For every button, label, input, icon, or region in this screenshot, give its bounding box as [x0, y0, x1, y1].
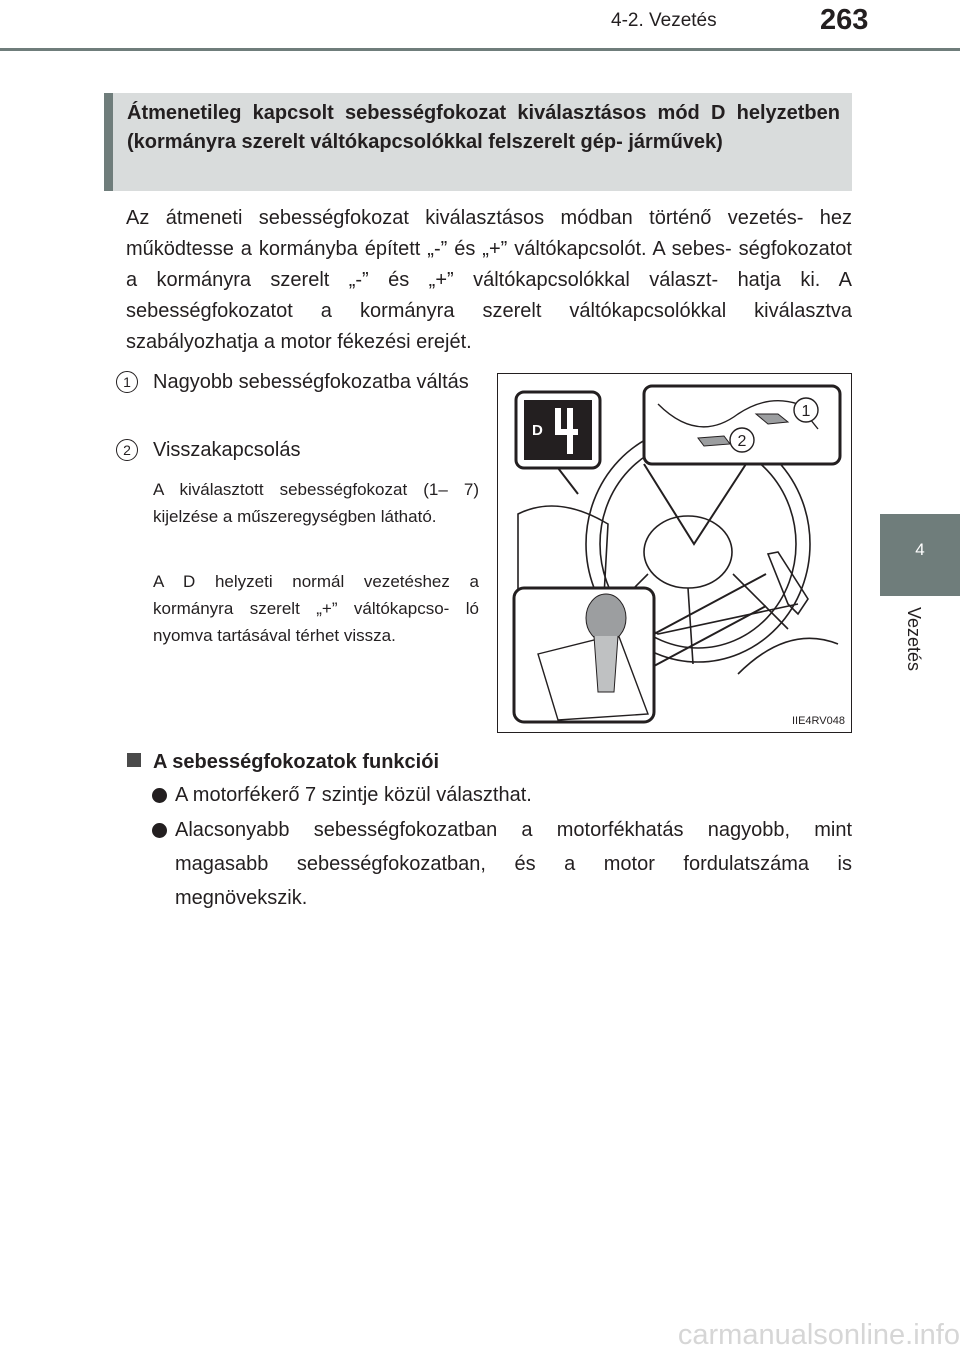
note-gear-display: A kiválasztott sebességfokozat (1– 7) kijelzése a műszeregységben látható. [153, 480, 479, 526]
page-number: 263 [820, 4, 869, 36]
numbered-item-1 [116, 367, 478, 427]
circled-number-2: 2 [116, 439, 138, 461]
bullet-item-2 [152, 813, 852, 915]
gear-shifter-inset [514, 588, 654, 722]
figure-code: IIE4RV048 [791, 715, 845, 727]
section-title: Átmenetileg kapcsolt sebességfokozat kiválasztásos mód D helyzetben (kormányra szerelt váltókapcsolókkal felszerelt gép- járművek) [127, 102, 840, 153]
section-heading-text: A sebességfokozatok funkciói [153, 751, 439, 773]
steering-wheel-shifter-illustration [498, 374, 851, 732]
bullet-item-1 [152, 778, 852, 812]
gear-display-inset [516, 392, 600, 468]
chapter-number: 4 [915, 540, 925, 559]
header-rule [0, 48, 960, 51]
display-letter-d: D [532, 422, 543, 439]
circled-number-1: 1 [116, 371, 138, 393]
intro-paragraph: Az átmeneti sebességfokozat kiválasztásos módban történő vezetés- hez működtesse a kormányba épített „-” és „+” váltókapcsolót. A sebes- ségfokozatot a kormányra szerelt „-” és „+” váltókapcsolókkal választ- hatja ki. A sebességfokozatot a kormányra szerelt váltókapcsolókkal kiválasztva szabályozhatja a motor fékezési erejét. [126, 207, 852, 353]
numbered-item-2-text: Visszakapcsolás [153, 439, 301, 461]
paddle-shifter-inset [644, 386, 840, 464]
section-title-box [104, 93, 852, 191]
illustration-figure [497, 373, 852, 733]
bullet-item-2-text: Alacsonyabb sebességfokozatban a motorfékhatás nagyobb, mint magasabb sebességfokozatban, és a motor fordulatszáma is megnövekszik. [175, 819, 852, 909]
numbered-item-1-text: Nagyobb sebességfokozatba váltás [153, 371, 469, 393]
section-heading [127, 747, 439, 777]
svg-text:1: 1 [801, 403, 811, 420]
bullet-dot-icon [152, 823, 167, 838]
bullet-dot-icon [152, 788, 167, 803]
steering-hub-drawing [644, 516, 732, 588]
svg-text:2: 2 [737, 433, 747, 450]
numbered-item-2 [116, 435, 478, 465]
watermark: carmanualsonline.info [677, 1319, 960, 1351]
header-section: 4-2. Vezetés [611, 10, 717, 31]
chapter-label: Vezetés [904, 607, 924, 672]
square-bullet-icon [127, 753, 141, 767]
note-return-to-d: A D helyzeti normál vezetéshez a kormányra szerelt „+” váltókapcso- ló nyomva tartásával térhet vissza. [153, 572, 479, 645]
chapter-tab [880, 514, 960, 596]
bullet-item-1-text: A motorfékerő 7 szintje közül választhat. [175, 784, 532, 806]
